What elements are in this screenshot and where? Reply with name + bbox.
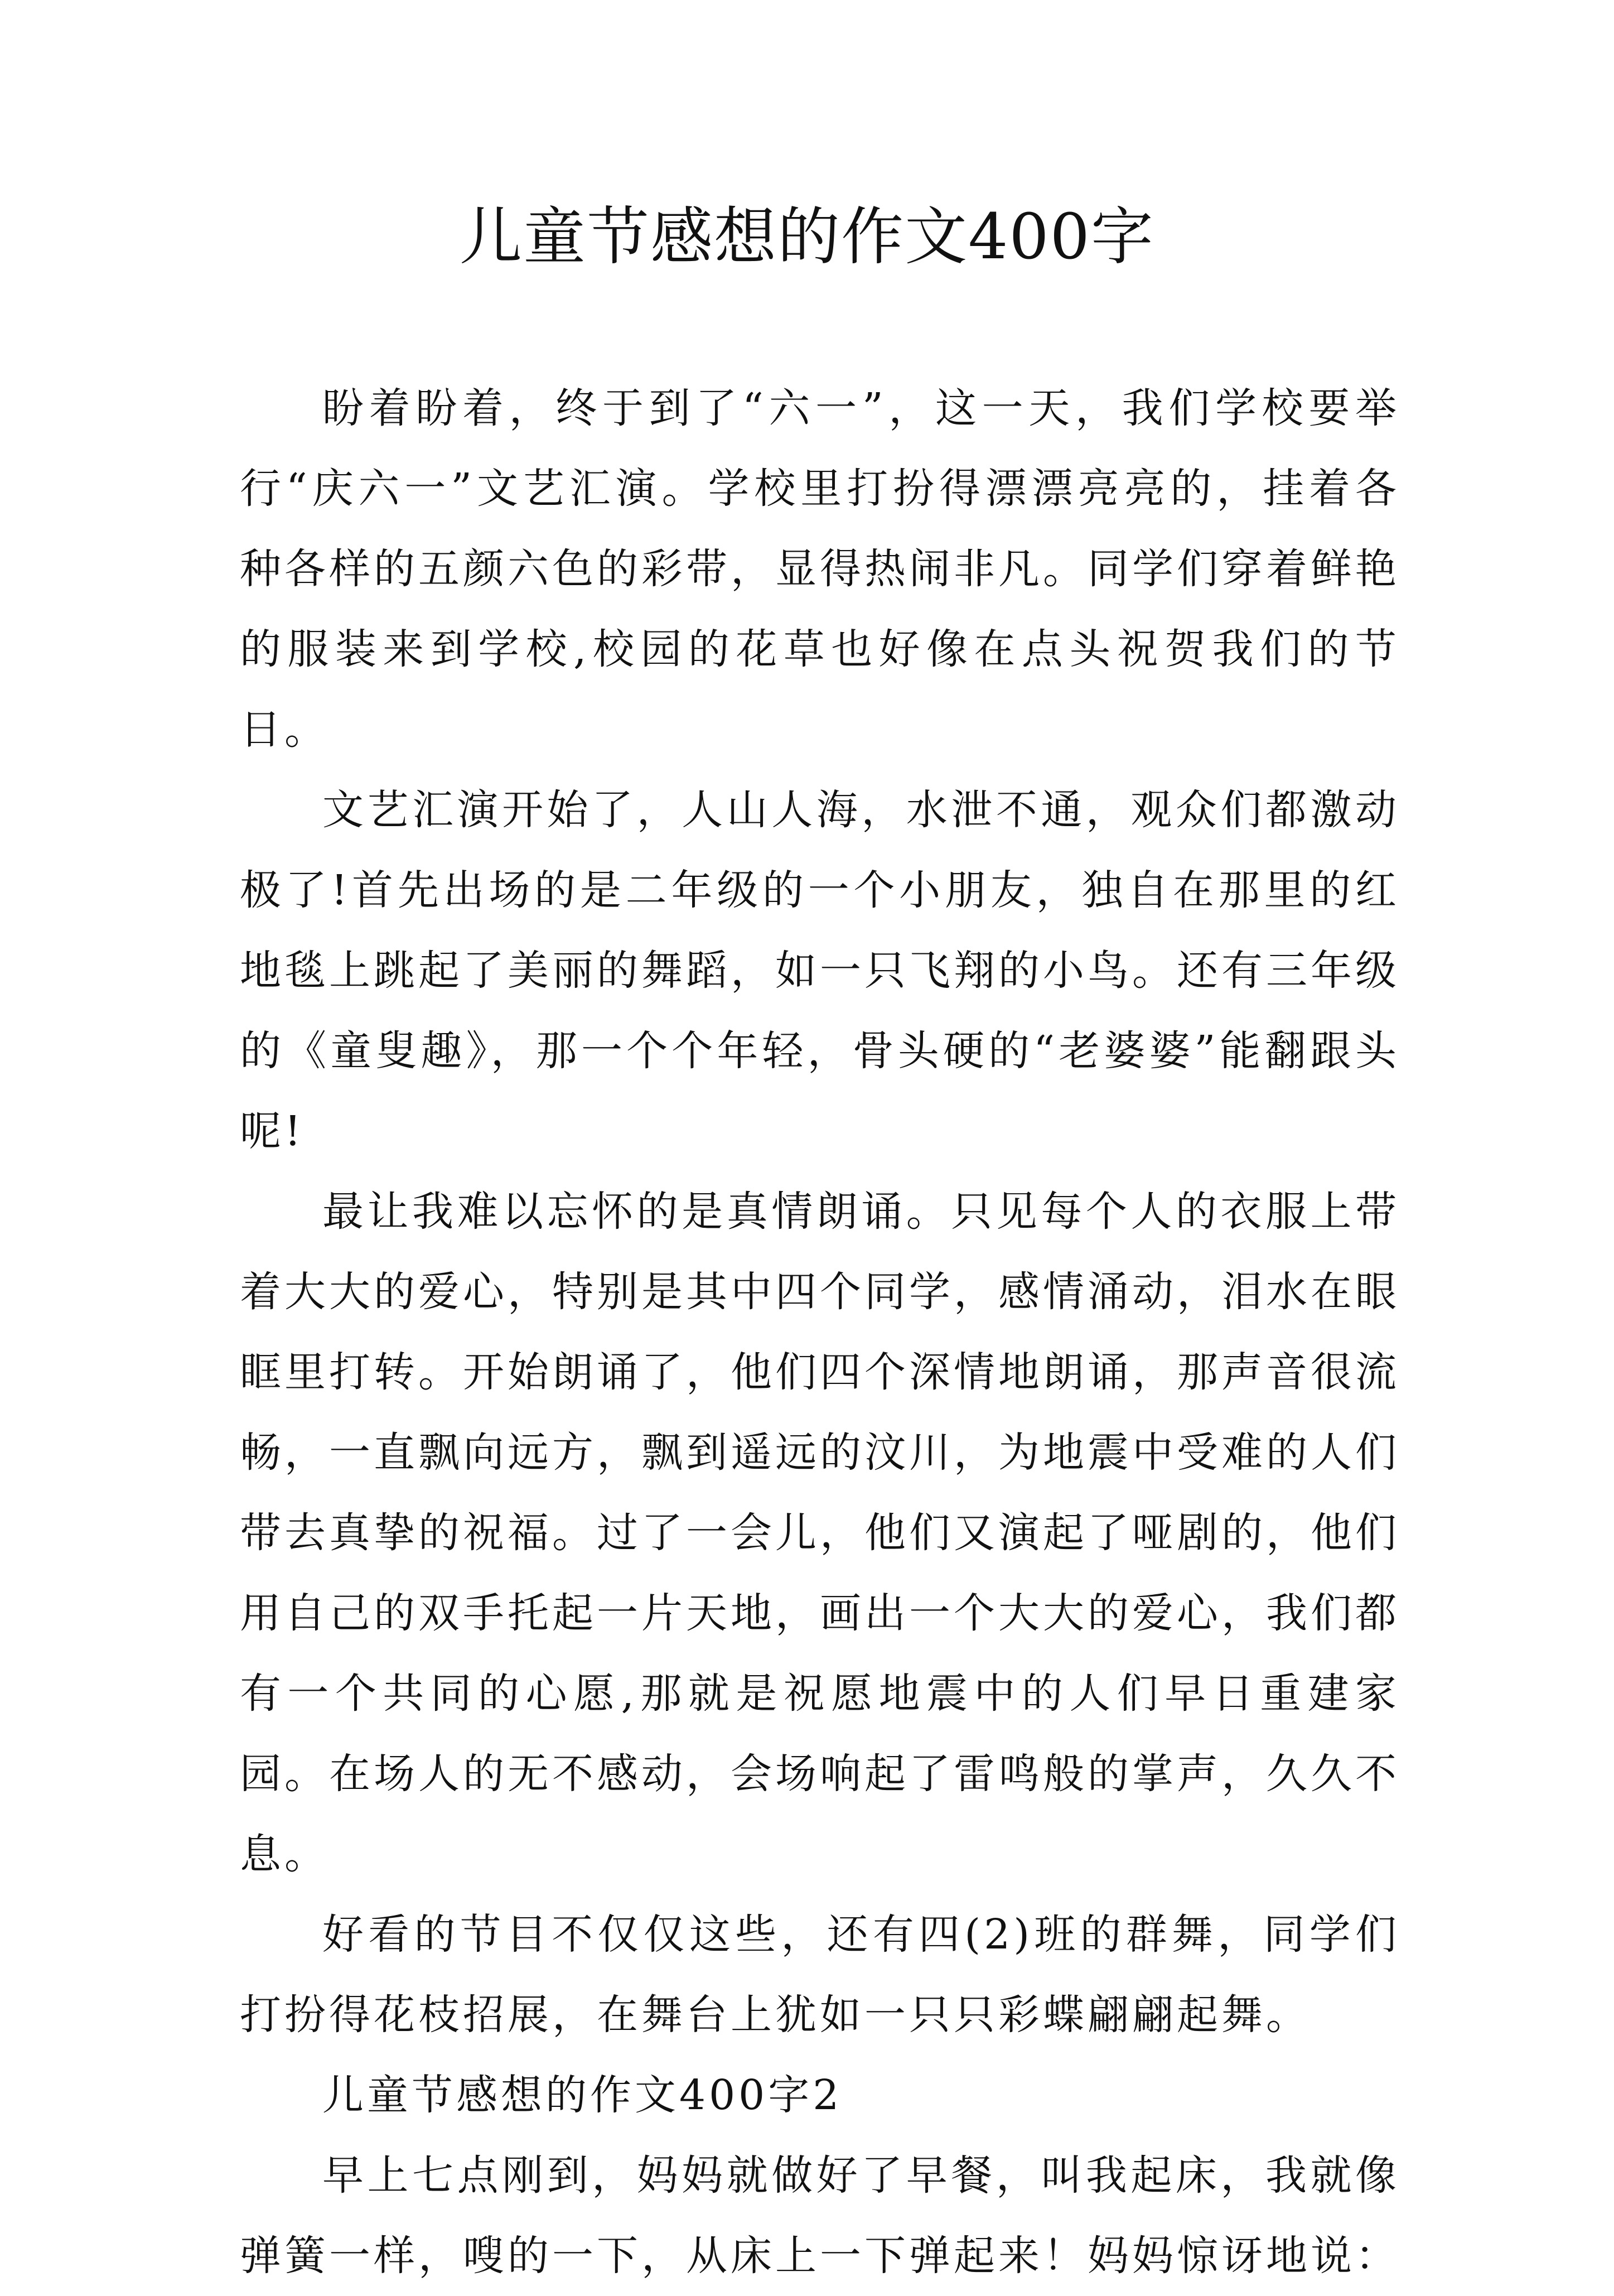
paragraph: 文艺汇演开始了，人山人海，水泄不通，观众们都激动极了!首先出场的是二年级的一个小朋友，独自在那里的红地毯上跳起了美丽的舞蹈，如一只飞翔的小鸟。还有三年级的《童叟趣》，那一个个年轻，骨头硬的“老婆婆”能翻跟头呢!	[240, 786, 1400, 1155]
paragraph: 早上七点刚到，妈妈就做好了早餐，叫我起床，我就像弹簧一样，嗖的一下，从床上一下弹起来！妈妈惊讶地说：	[240, 2152, 1400, 2280]
section-heading: 儿童节感想的作文400字2	[322, 2071, 843, 2119]
paragraph: 好看的节目不仅仅这些，还有四(2)班的群舞，同学们打扮得花枝招展，在舞台上犹如一只只彩蝶翩翩起舞。	[240, 1911, 1400, 2039]
paragraph: 盼着盼着，终于到了“六一”，这一天，我们学校要举行“庆六一”文艺汇演。学校里打扮得漂漂亮亮的，挂着各种各样的五颜六色的彩带，显得热闹非凡。同学们穿着鲜艳的服装来到学校,校园的花草也好像在点头祝贺我们的节日。	[240, 384, 1400, 754]
paragraph: 最让我难以忘怀的是真情朗诵。只见每个人的衣服上带着大大的爱心，特别是其中四个同学，感情涌动，泪水在眼眶里打转。开始朗诵了，他们四个深情地朗诵，那声音很流畅，一直飘向远方，飘到遥远的汶川，为地震中受难的人们带去真挚的祝福。过了一会儿，他们又演起了哑剧的，他们用自己的双手托起一片天地，画出一个大大的爱心，我们都有一个共同的心愿,那就是祝愿地震中的人们早日重建家园。在场人的无不感动，会场响起了雷鸣般的掌声，久久不息。	[240, 1188, 1400, 1878]
document-body	[240, 368, 1400, 2296]
document-title: 儿童节感想的作文400字	[460, 201, 1154, 273]
